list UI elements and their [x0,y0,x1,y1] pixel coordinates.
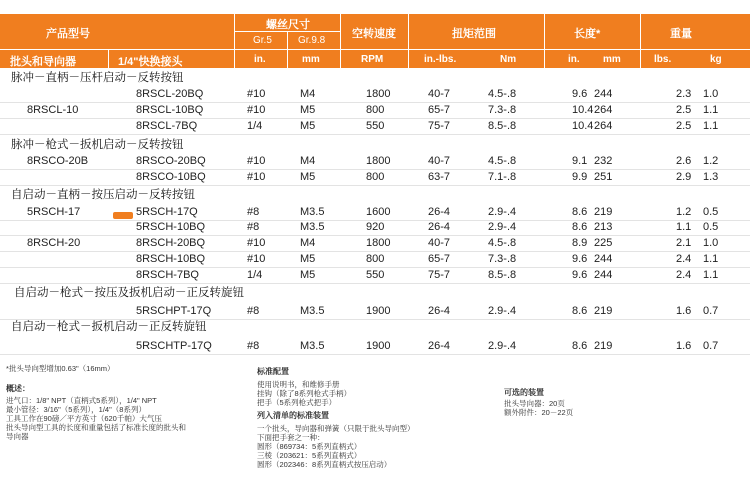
col-bit-guide-header: 批头和导向器 [10,56,76,68]
col-sep [640,14,641,68]
col-sep [340,14,341,68]
std-config-line: 挂钩（除了8系列枪式手柄） [257,389,352,398]
torque-inlbs-cell: 26-4 [428,221,451,233]
listed-line: 圆形（869734：5系列直柄式） [257,442,362,451]
length-in-cell: 8.6 [572,305,588,317]
length-mm-cell: 232 [594,155,613,167]
listed-line: 三棱（203621：5系列直柄式） [257,451,362,460]
model-cell: 8RSCO-10BQ [136,171,206,183]
weight-kg-cell: 1.2 [703,155,719,167]
torque-inlbs-cell: 75-7 [428,269,451,281]
rpm-cell: 550 [366,120,385,132]
rpm-cell: 800 [366,171,385,183]
weight-kg-cell: 1.1 [703,120,719,132]
overview-line: 导向器 [6,432,29,441]
unit-rpm: RPM [361,54,384,65]
torque-nm-cell: 8.5-.8 [488,269,517,281]
torque-nm-cell: 7.3-.8 [488,104,517,116]
weight-lbs-cell: 1.6 [676,305,692,317]
torque-nm-cell: 2.9-.4 [488,221,517,233]
rpm-cell: 1900 [366,305,391,317]
col-sep [287,31,288,68]
overview-title: 概述： [6,384,30,393]
gr5-cell: #10 [247,88,266,100]
torque-nm-cell: 8.5-.8 [488,120,517,132]
optional-line: 额外附件：20－22页 [504,408,574,417]
table-row [0,103,750,118]
table-row [0,339,750,354]
weight-kg-cell: 0.7 [703,340,719,352]
col-weight-header: 重量 [670,28,692,40]
col-length-header: 长度* [574,28,601,40]
rpm-cell: 550 [366,269,385,281]
length-mm-cell: 225 [594,237,613,249]
weight-lbs-cell: 2.9 [676,171,692,183]
row-divider [0,185,750,186]
gr98-cell: M5 [300,104,316,116]
bit-guide-cell: 8RSCL-10 [27,104,79,116]
weight-lbs-cell: 2.6 [676,155,692,167]
overview-line: 批头导向型工具的长度和重量包括了标准长度的批头和 [6,423,186,432]
torque-nm-cell: 2.9-.4 [488,305,517,317]
rpm-cell: 1800 [366,155,391,167]
listed-title: 列入清单的标准装置 [257,411,329,420]
col-gr5-header: Gr.5 [253,35,272,46]
weight-kg-cell: 0.5 [703,206,719,218]
optional-line: 批头导向器：20页 [504,399,565,408]
col-screw-size-header: 螺丝尺寸 [266,19,310,31]
overview-line: 工具工作在90磅／平方英寸（620千帕）大气压 [6,414,162,423]
weight-lbs-cell: 2.5 [676,104,692,116]
torque-inlbs-cell: 26-4 [428,305,451,317]
row-divider [0,319,750,320]
length-in-cell: 9.6 [572,253,588,265]
torque-nm-cell: 4.5-.8 [488,88,517,100]
weight-kg-cell: 1.1 [703,104,719,116]
gr98-cell: M3.5 [300,221,325,233]
torque-inlbs-cell: 26-4 [428,206,451,218]
length-mm-cell: 213 [594,221,613,233]
length-mm-cell: 264 [594,104,613,116]
table-row [0,154,750,169]
bit-guide-cell: 5RSCH-17 [27,206,81,218]
unit-inlbs: in.-lbs. [424,54,457,65]
section-heading: 自启动－直柄－按压启动－反转按钮 [11,189,195,201]
std-config-line: 把手（5系列枪式把手） [257,398,337,407]
unit-kg: kg [710,54,722,65]
col-sep [544,14,545,68]
bit-guide-cell: 8RSCO-20B [27,155,89,167]
col-sep [234,14,235,68]
length-mm-cell: 219 [594,206,613,218]
length-in-cell: 9.9 [572,171,588,183]
length-in-cell: 8.9 [572,237,588,249]
rpm-cell: 1600 [366,206,391,218]
torque-inlbs-cell: 75-7 [428,120,451,132]
table-row [0,304,750,319]
std-config-title: 标准配置 [257,367,289,376]
torque-inlbs-cell: 26-4 [428,340,451,352]
rpm-cell: 1800 [366,88,391,100]
unit-len-mm: mm [603,54,621,65]
model-cell: 8RSCL-20BQ [136,88,204,100]
gr5-cell: 1/4 [247,120,263,132]
col-quick-chuck-header: 1/4"快换接头 [118,56,183,68]
weight-lbs-cell: 1.1 [676,221,692,233]
length-mm-cell: 264 [594,120,613,132]
listed-line: 圆形（202346：8系列直柄式按压启动） [257,460,392,469]
gr5-cell: #8 [247,206,260,218]
rpm-cell: 1800 [366,237,391,249]
model-cell: 5RSCHTP-17Q [136,340,212,352]
table-row [0,220,750,235]
torque-nm-cell: 4.5-.8 [488,237,517,249]
length-in-cell: 8.6 [572,206,588,218]
weight-kg-cell: 0.7 [703,305,719,317]
length-in-cell: 9.1 [572,155,588,167]
row-divider [0,134,750,135]
section-heading: 自启动－枪式－扳机启动－正反转旋钮 [11,321,207,333]
section-heading: 脉冲－直柄－压杆启动－反转按钮 [11,72,184,84]
torque-nm-cell: 7.3-.8 [488,253,517,265]
weight-lbs-cell: 2.5 [676,120,692,132]
model-cell: 8RSCL-10BQ [136,104,204,116]
length-mm-cell: 219 [594,340,613,352]
model-cell: 8RSCH-20BQ [136,237,206,249]
gr5-cell: #8 [247,340,260,352]
overview-line: 进气口：1/8" NPT（直柄式5系列），1/4" NPT [6,396,157,405]
gr98-cell: M5 [300,120,316,132]
length-in-cell: 9.6 [572,88,588,100]
table-row [0,268,750,283]
length-in-cell: 8.6 [572,340,588,352]
weight-lbs-cell: 2.4 [676,269,692,281]
optional-title: 可选的装置 [504,388,544,397]
length-in-cell: 8.6 [572,221,588,233]
model-cell: 8RSCH-7BQ [136,269,199,281]
weight-kg-cell: 1.1 [703,269,719,281]
model-cell: 8RSCO-20BQ [136,155,206,167]
weight-kg-cell: 1.0 [703,88,719,100]
unit-mm: mm [302,54,320,65]
table-row [0,170,750,185]
col-speed-header: 空转速度 [352,28,396,40]
weight-kg-cell: 1.0 [703,237,719,249]
length-in-cell: 10.4 [572,104,594,116]
rpm-cell: 920 [366,221,385,233]
row-divider [0,354,750,355]
listed-line: 一个批头，导向器和弹簧（只限于批头导向型） [257,424,415,433]
gr5-cell: #10 [247,104,266,116]
weight-lbs-cell: 2.1 [676,237,692,249]
gr98-cell: M5 [300,253,316,265]
col-torque-header: 扭矩范围 [452,28,496,40]
section-heading: 脉冲－枪式－扳机启动－反转按钮 [11,139,184,151]
gr5-cell: #10 [247,171,266,183]
gr98-cell: M3.5 [300,305,325,317]
unit-nm: Nm [500,54,517,65]
length-mm-cell: 219 [594,305,613,317]
rpm-cell: 800 [366,104,385,116]
gr98-cell: M4 [300,155,316,167]
col-sep [108,49,109,68]
torque-inlbs-cell: 40-7 [428,237,451,249]
torque-nm-cell: 2.9-.4 [488,340,517,352]
overview-line: 最小管径：3/16"（5系列），1/4"（8系列） [6,405,146,414]
torque-inlbs-cell: 65-7 [428,253,451,265]
gr5-cell: #10 [247,155,266,167]
length-mm-cell: 244 [594,269,613,281]
length-mm-cell: 244 [594,253,613,265]
weight-kg-cell: 0.5 [703,221,719,233]
weight-kg-cell: 1.1 [703,253,719,265]
torque-nm-cell: 4.5-.8 [488,155,517,167]
torque-inlbs-cell: 65-7 [428,104,451,116]
length-in-cell: 10.4 [572,120,594,132]
table-row [0,205,750,220]
gr98-cell: M3.5 [300,206,325,218]
footnote: *批头导向型增加0.63"（16mm） [6,364,115,373]
gr5-cell: #10 [247,237,266,249]
rpm-cell: 800 [366,253,385,265]
torque-nm-cell: 2.9-.4 [488,206,517,218]
gr98-cell: M3.5 [300,340,325,352]
gr98-cell: M4 [300,237,316,249]
col-model-header: 产品型号 [46,28,90,40]
weight-lbs-cell: 2.4 [676,253,692,265]
table-row [0,252,750,267]
torque-inlbs-cell: 40-7 [428,88,451,100]
col-gr98-header: Gr.9.8 [298,35,326,46]
model-cell: 5RSCHPT-17Q [136,305,212,317]
model-cell: 8RSCL-7BQ [136,120,198,132]
row-divider [0,283,750,284]
gr98-cell: M5 [300,269,316,281]
rpm-cell: 1900 [366,340,391,352]
listed-line: 下面把手套之一种： [257,433,325,442]
bit-guide-cell: 8RSCH-20 [27,237,81,249]
torque-inlbs-cell: 63-7 [428,171,451,183]
table-row [0,87,750,102]
std-config-line: 使用说明书，和维修手册 [257,380,340,389]
model-cell: 8RSCH-10BQ [136,253,206,265]
length-mm-cell: 251 [594,171,613,183]
unit-in: in. [254,54,266,65]
gr98-cell: M5 [300,171,316,183]
model-cell: 5RSCH-10BQ [136,221,206,233]
length-in-cell: 9.6 [572,269,588,281]
table-row [0,236,750,251]
col-sep [408,14,409,68]
weight-kg-cell: 1.3 [703,171,719,183]
gr5-cell: #8 [247,305,260,317]
gr98-cell: M4 [300,88,316,100]
weight-lbs-cell: 2.3 [676,88,692,100]
weight-lbs-cell: 1.6 [676,340,692,352]
unit-lbs: lbs. [654,54,672,65]
torque-nm-cell: 7.1-.8 [488,171,517,183]
section-heading: 自启动－枪式－按压及扳机启动－正反转旋钮 [14,287,244,299]
gr5-cell: #10 [247,253,266,265]
table-row [0,119,750,134]
header-divider [0,49,750,50]
unit-len-in: in. [568,54,580,65]
torque-inlbs-cell: 40-7 [428,155,451,167]
length-mm-cell: 244 [594,88,613,100]
model-cell: 5RSCH-17Q [136,206,198,218]
weight-lbs-cell: 1.2 [676,206,692,218]
gr5-cell: 1/4 [247,269,263,281]
gr5-cell: #8 [247,221,260,233]
